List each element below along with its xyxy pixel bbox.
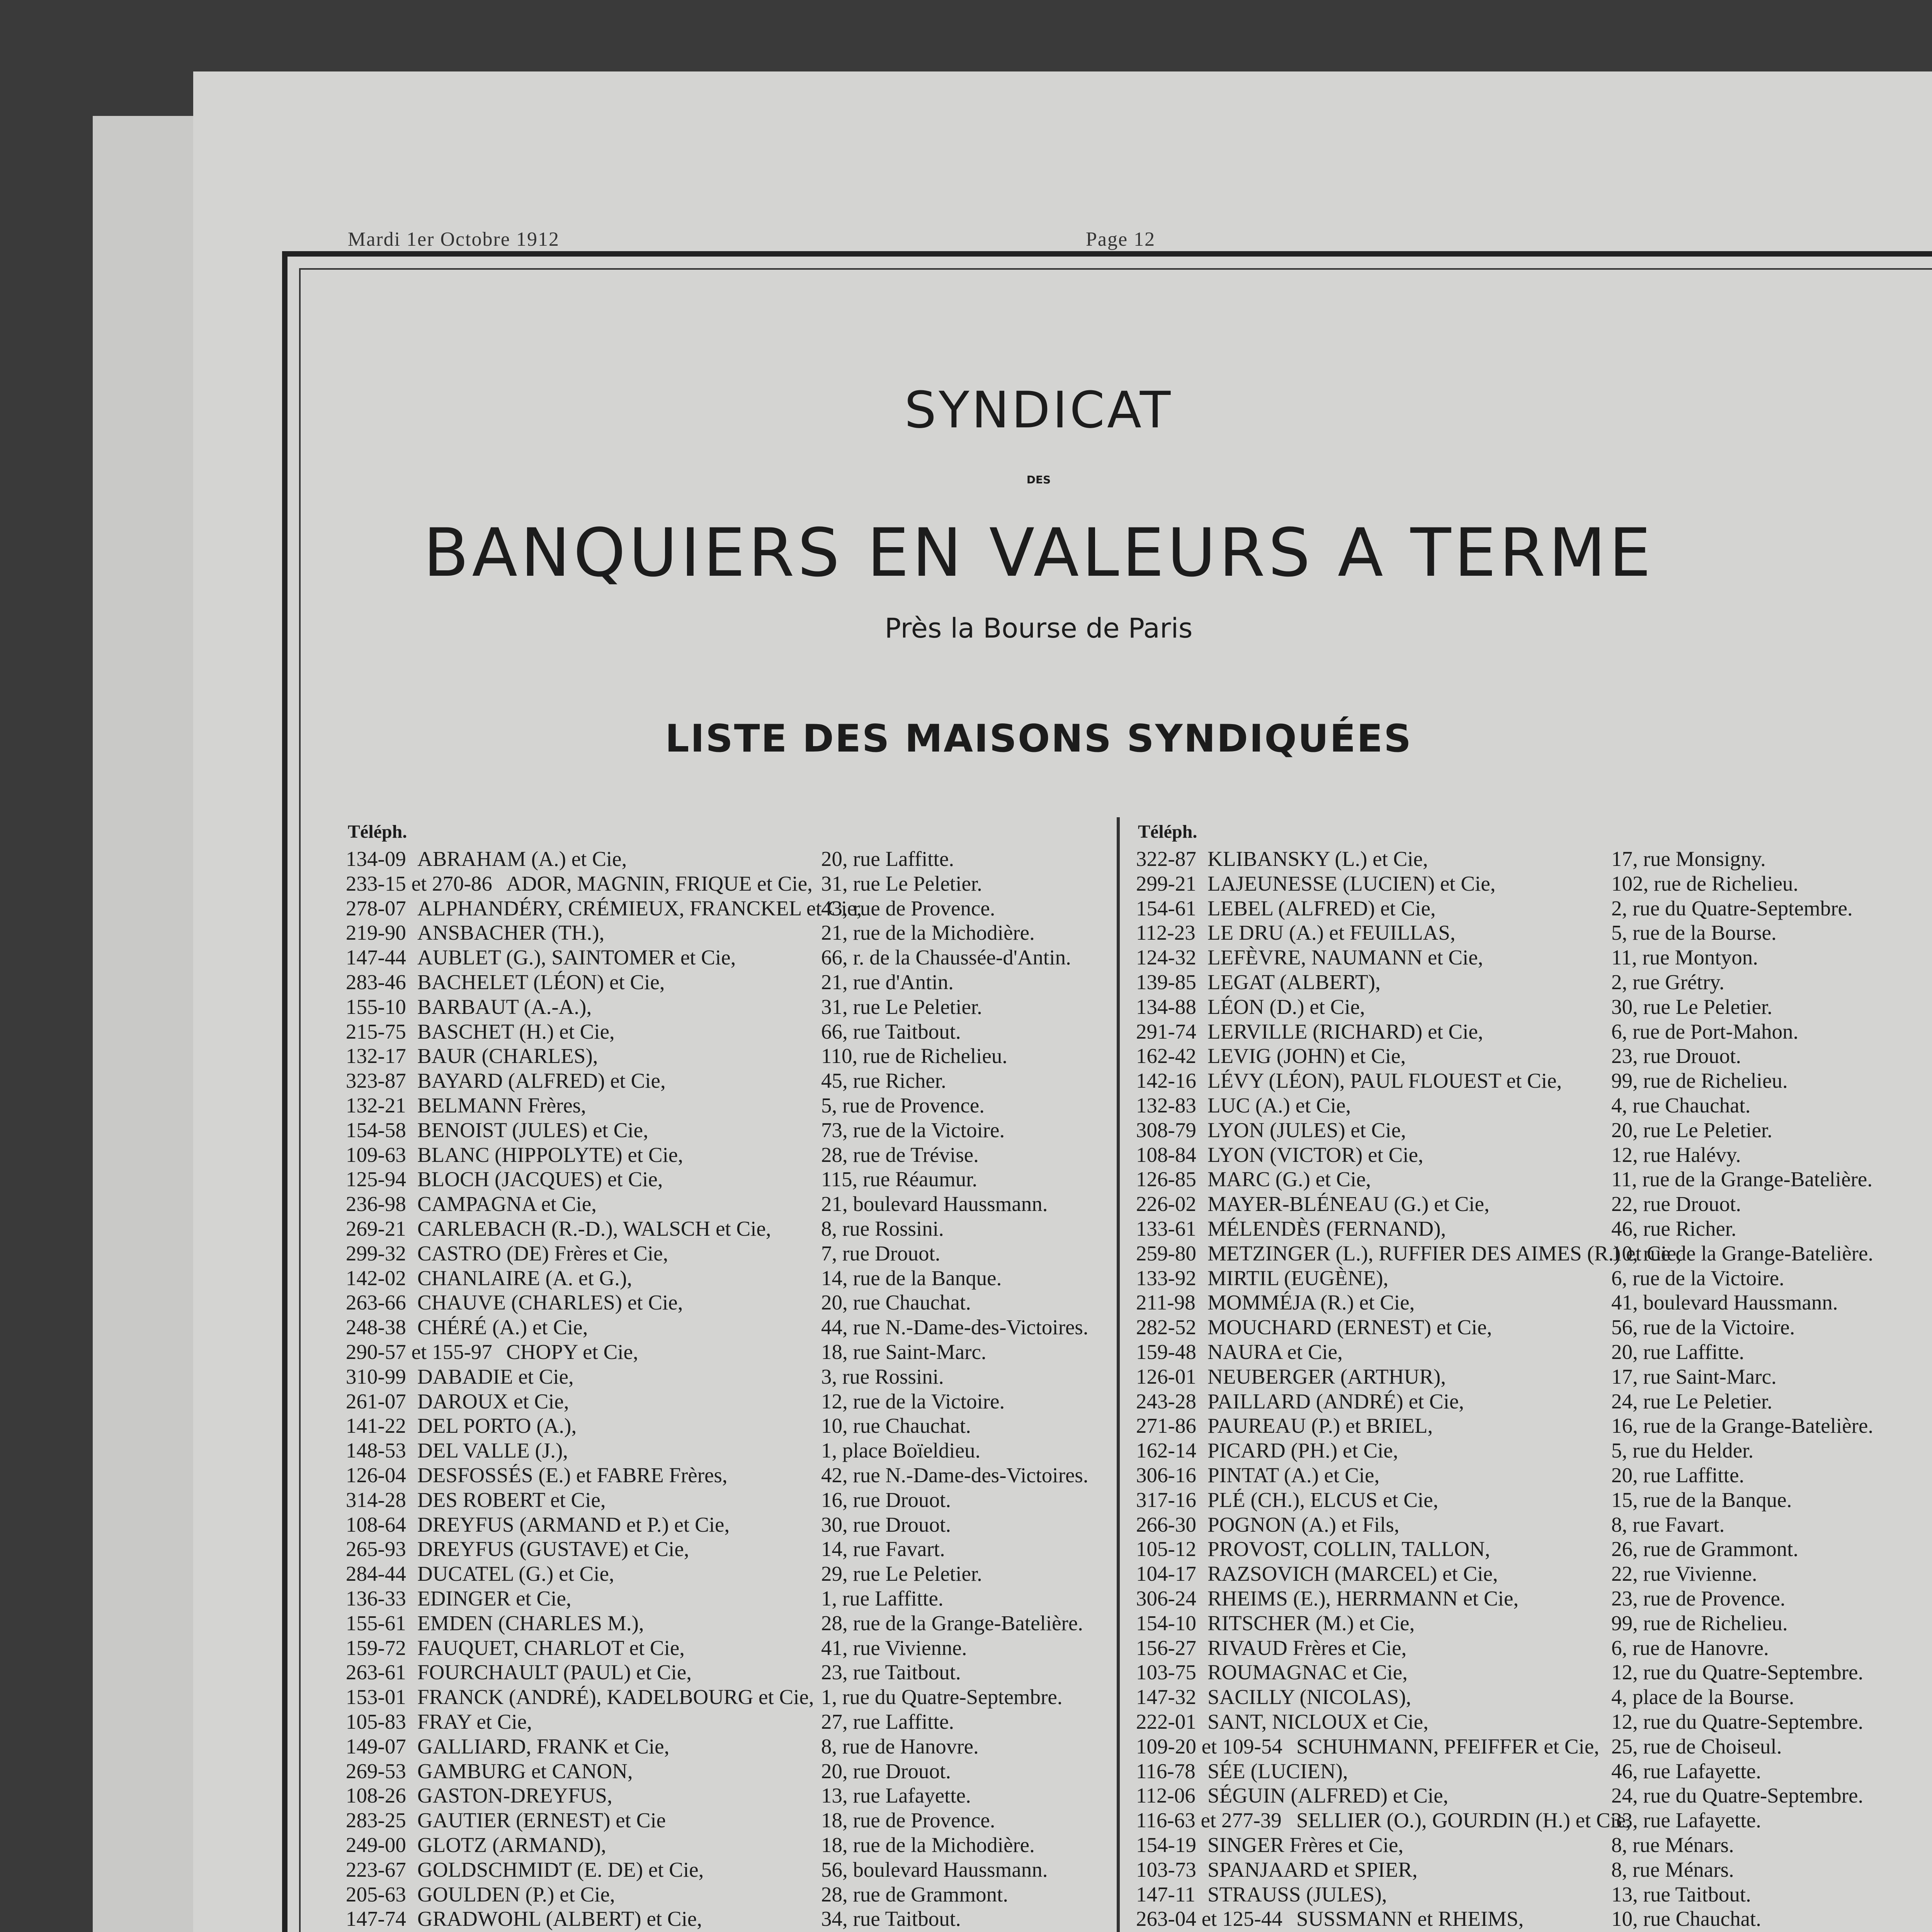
entry-telephone: 308-79 <box>1136 1118 1196 1142</box>
entry-address: 21, boulevard Haussmann. <box>821 1192 1048 1216</box>
entry-telephone: 215-75 <box>346 1020 406 1043</box>
entry-address: 66, r. de la Chaussée-d'Antin. <box>821 946 1071 969</box>
entry-telephone: 153-01 <box>346 1685 406 1709</box>
entry-address: 3, rue Rossini. <box>821 1365 944 1388</box>
entry-address: 22, rue Drouot. <box>1611 1192 1742 1216</box>
entry-name: PICARD (PH.) et Cie, <box>1208 1439 1398 1462</box>
entry-name: RHEIMS (E.), HERRMANN et Cie, <box>1208 1587 1519 1610</box>
entry-address: 73, rue de la Victoire. <box>821 1118 1005 1142</box>
entry-name: SÉGUIN (ALFRED) et Cie, <box>1208 1784 1449 1807</box>
header-date: Mardi 1er Octobre 1912 <box>348 228 560 250</box>
entry-name: LEBEL (ALFRED) et Cie, <box>1208 896 1436 920</box>
entry-name: NAURA et Cie, <box>1208 1340 1343 1364</box>
entry-telephone: 249-00 <box>346 1833 406 1857</box>
entry-address: 18, rue de la Michodière. <box>821 1833 1035 1857</box>
entry-address: 8, rue Rossini. <box>821 1217 944 1240</box>
title-liste: LISTE DES MAISONS SYNDIQUÉES <box>665 717 1412 761</box>
entry-name: LEFÈVRE, NAUMANN et Cie, <box>1208 946 1483 969</box>
entry-telephone: 147-32 <box>1136 1685 1196 1709</box>
entry-name: CHANLAIRE (A. et G.), <box>417 1266 633 1290</box>
entry-address: 17, rue Saint-Marc. <box>1611 1365 1777 1388</box>
entry-name: LE DRU (A.) et FEUILLAS, <box>1208 921 1456 944</box>
entry-address: 20, rue Laffitte. <box>821 847 954 871</box>
entry-address: 56, rue de la Victoire. <box>1611 1315 1795 1339</box>
entry-address: 11, rue Montyon. <box>1611 946 1758 969</box>
entry-address: 12, rue du Quatre-Septembre. <box>1611 1710 1864 1733</box>
entry-name: DABADIE et Cie, <box>417 1365 574 1388</box>
entry-address: 20, rue Laffitte. <box>1611 1340 1745 1364</box>
entry-address: 6, rue de la Victoire. <box>1611 1266 1784 1290</box>
entry-address: 56, boulevard Haussmann. <box>821 1858 1048 1881</box>
entry-address: 42, rue N.-Dame-des-Victoires. <box>821 1463 1088 1487</box>
entry-name: ANSBACHER (TH.), <box>417 921 605 944</box>
entry-telephone: 291-74 <box>1136 1020 1196 1043</box>
entry-address: 16, rue de la Grange-Batelière. <box>1611 1414 1873 1437</box>
entry-name: BASCHET (H.) et Cie, <box>417 1020 615 1043</box>
entry-telephone: 261-07 <box>346 1389 406 1413</box>
entry-address: 31, rue Le Peletier. <box>821 995 982 1019</box>
entry-telephone: 103-75 <box>1136 1660 1196 1684</box>
entry-name: DEL VALLE (J.), <box>417 1439 568 1462</box>
entry-telephone: 299-21 <box>1136 872 1196 895</box>
entry-telephone: 109-63 <box>346 1143 406 1167</box>
entry-telephone: 219-90 <box>346 921 406 944</box>
entry-name: RIVAUD Frères et Cie, <box>1208 1636 1407 1660</box>
entry-name: CASTRO (DE) Frères et Cie, <box>417 1242 668 1265</box>
entry-telephone: 155-61 <box>346 1611 406 1635</box>
entry-name: LEGAT (ALBERT), <box>1208 970 1381 994</box>
entry-name: PLÉ (CH.), ELCUS et Cie, <box>1208 1488 1439 1512</box>
entry-telephone: 133-61 <box>1136 1217 1196 1240</box>
entry-name: BLANC (HIPPOLYTE) et Cie, <box>417 1143 684 1167</box>
title-des: DES <box>1026 473 1051 486</box>
entry-telephone: 154-19 <box>1136 1833 1196 1857</box>
entry-telephone: 269-53 <box>346 1759 406 1783</box>
entry-name: GOLDSCHMIDT (E. DE) et Cie, <box>417 1858 704 1881</box>
entry-name: ADOR, MAGNIN, FRIQUE et Cie, <box>506 872 813 895</box>
entry-telephone: 243-28 <box>1136 1389 1196 1413</box>
entry-address: 20, rue Le Peletier. <box>1611 1118 1772 1142</box>
entry-telephone: 226-02 <box>1136 1192 1196 1216</box>
entry-address: 12, rue Halévy. <box>1611 1143 1741 1167</box>
entry-telephone: 306-16 <box>1136 1463 1196 1487</box>
entry-address: 14, rue de la Banque. <box>821 1266 1002 1290</box>
entry-name: POGNON (A.) et Fils, <box>1208 1513 1400 1536</box>
entry-name: LERVILLE (RICHARD) et Cie, <box>1208 1020 1483 1043</box>
entry-telephone: 271-86 <box>1136 1414 1196 1437</box>
entry-address: 8, rue de Hanovre. <box>821 1735 979 1758</box>
entry-telephone: 109-20 et 109-54 <box>1136 1735 1282 1758</box>
entry-name: LAJEUNESSE (LUCIEN) et Cie, <box>1208 872 1496 895</box>
entry-name: CAMPAGNA et Cie, <box>417 1192 597 1216</box>
entry-telephone: 266-30 <box>1136 1513 1196 1536</box>
entry-name: GLOTZ (ARMAND), <box>417 1833 606 1857</box>
entry-name: DREYFUS (ARMAND et P.) et Cie, <box>417 1513 730 1536</box>
entry-name: BAUR (CHARLES), <box>417 1044 598 1068</box>
title-syndicat: SYNDICAT <box>904 381 1173 439</box>
entry-name: FOURCHAULT (PAUL) et Cie, <box>417 1660 692 1684</box>
entry-name: GALLIARD, FRANK et Cie, <box>417 1735 670 1758</box>
entry-telephone: 156-27 <box>1136 1636 1196 1660</box>
teleph-label-right: Téléph. <box>1138 821 1197 842</box>
entry-address: 8, rue Ménars. <box>1611 1833 1734 1857</box>
entry-telephone: 132-21 <box>346 1094 406 1117</box>
header-page: Page 12 <box>1086 228 1156 250</box>
entry-address: 23, rue Taitbout. <box>821 1660 961 1684</box>
entry-name: SÉE (LUCIEN), <box>1208 1759 1348 1783</box>
entry-name: BARBAUT (A.-A.), <box>417 995 592 1019</box>
entry-telephone: 154-10 <box>1136 1611 1196 1635</box>
entry-name: DES ROBERT et Cie, <box>417 1488 606 1512</box>
entry-telephone: 283-46 <box>346 970 406 994</box>
entry-name: ABRAHAM (A.) et Cie, <box>417 847 627 871</box>
entry-name: METZINGER (L.), RUFFIER DES AIMES (R.) et Cie, <box>1208 1242 1682 1265</box>
entry-address: 5, rue de la Bourse. <box>1611 921 1777 944</box>
entry-address: 45, rue Richer. <box>821 1069 946 1092</box>
entry-address: 1, rue Laffitte. <box>821 1587 944 1610</box>
entry-telephone: 134-88 <box>1136 995 1196 1019</box>
entry-telephone: 132-83 <box>1136 1094 1196 1117</box>
entry-telephone: 105-12 <box>1136 1537 1196 1561</box>
entry-address: 2, rue du Quatre-Septembre. <box>1611 896 1853 920</box>
entry-telephone: 133-92 <box>1136 1266 1196 1290</box>
entry-name: BELMANN Frères, <box>417 1094 586 1117</box>
entry-address: 10, rue de la Grange-Batelière. <box>1611 1242 1873 1265</box>
entry-name: LEVIG (JOHN) et Cie, <box>1208 1044 1406 1068</box>
entry-address: 18, rue Saint-Marc. <box>821 1340 986 1364</box>
entry-name: EMDEN (CHARLES M.), <box>417 1611 644 1635</box>
entry-address: 110, rue de Richelieu. <box>821 1044 1008 1068</box>
entry-telephone: 126-01 <box>1136 1365 1196 1388</box>
entry-address: 24, rue du Quatre-Septembre. <box>1611 1784 1864 1807</box>
entry-telephone: 124-32 <box>1136 946 1196 969</box>
entry-address: 6, rue de Port-Mahon. <box>1611 1020 1799 1043</box>
entry-telephone: 136-33 <box>346 1587 406 1610</box>
entry-address: 23, rue Drouot. <box>1611 1044 1742 1068</box>
entry-address: 20, rue Drouot. <box>821 1759 951 1783</box>
entry-address: 30, rue Le Peletier. <box>1611 995 1772 1019</box>
entry-telephone: 317-16 <box>1136 1488 1196 1512</box>
entry-telephone: 108-84 <box>1136 1143 1196 1167</box>
entry-address: 15, rue de la Banque. <box>1611 1488 1792 1512</box>
entry-telephone: 306-24 <box>1136 1587 1196 1610</box>
entry-telephone: 139-85 <box>1136 970 1196 994</box>
entry-address: 1, rue du Quatre-Septembre. <box>821 1685 1063 1709</box>
entry-address: 99, rue de Richelieu. <box>1611 1611 1788 1635</box>
entry-address: 17, rue Monsigny. <box>1611 847 1766 871</box>
entry-telephone: 282-52 <box>1136 1315 1196 1339</box>
entry-name: LÉVY (LÉON), PAUL FLOUEST et Cie, <box>1208 1069 1562 1092</box>
entry-address: 27, rue Laffitte. <box>821 1710 954 1733</box>
entry-name: CHAUVE (CHARLES) et Cie, <box>417 1291 683 1314</box>
entry-address: 28, rue de la Grange-Batelière. <box>821 1611 1083 1635</box>
entry-name: GRADWOHL (ALBERT) et Cie, <box>417 1907 702 1930</box>
entry-name: NEUBERGER (ARTHUR), <box>1208 1365 1446 1388</box>
entry-telephone: 248-38 <box>346 1315 406 1339</box>
entry-name: FRANCK (ANDRÉ), KADELBOURG et Cie, <box>417 1685 814 1709</box>
entry-telephone: 205-63 <box>346 1883 406 1906</box>
entry-telephone: 141-22 <box>346 1414 406 1437</box>
entry-address: 46, rue Richer. <box>1611 1217 1736 1240</box>
entry-telephone: 134-09 <box>346 847 406 871</box>
entry-address: 1, place Boïeldieu. <box>821 1439 981 1462</box>
entry-telephone: 211-98 <box>1136 1291 1196 1314</box>
entry-address: 99, rue de Richelieu. <box>1611 1069 1788 1092</box>
entry-telephone: 283-25 <box>346 1808 406 1832</box>
entry-name: SCHUHMANN, PFEIFFER et Cie, <box>1296 1735 1599 1758</box>
entry-address: 102, rue de Richelieu. <box>1611 872 1799 895</box>
entry-telephone: 222-01 <box>1136 1710 1196 1733</box>
entry-telephone: 263-61 <box>346 1660 406 1684</box>
entry-name: CARLEBACH (R.-D.), WALSCH et Cie, <box>417 1217 771 1240</box>
entry-name: LUC (A.) et Cie, <box>1208 1094 1351 1117</box>
entry-name: MOUCHARD (ERNEST) et Cie, <box>1208 1315 1492 1339</box>
entry-telephone: 116-78 <box>1136 1759 1196 1783</box>
entry-address: 4, rue Chauchat. <box>1611 1094 1751 1117</box>
entry-telephone: 162-42 <box>1136 1044 1196 1068</box>
entry-telephone: 322-87 <box>1136 847 1196 871</box>
entry-address: 25, rue de Choiseul. <box>1611 1735 1782 1758</box>
entry-name: SACILLY (NICOLAS), <box>1208 1685 1412 1709</box>
entry-address: 10, rue Chauchat. <box>1611 1907 1761 1930</box>
entry-name: DREYFUS (GUSTAVE) et Cie, <box>417 1537 689 1561</box>
entry-telephone: 147-74 <box>346 1907 406 1930</box>
entry-name: ROUMAGNAC et Cie, <box>1208 1660 1408 1684</box>
column-divider <box>1117 817 1120 1932</box>
entry-telephone: 105-83 <box>346 1710 406 1733</box>
entry-telephone: 269-21 <box>346 1217 406 1240</box>
title-pres-bourse: Près la Bourse de Paris <box>884 612 1193 644</box>
entry-telephone: 265-93 <box>346 1537 406 1561</box>
entry-name: PINTAT (A.) et Cie, <box>1208 1463 1380 1487</box>
entry-address: 13, rue Lafayette. <box>821 1784 971 1807</box>
entry-address: 21, rue d'Antin. <box>821 970 954 994</box>
entry-name: BLOCH (JACQUES) et Cie, <box>417 1167 663 1191</box>
entry-address: 5, rue du Helder. <box>1611 1439 1754 1462</box>
entry-name: RITSCHER (M.) et Cie, <box>1208 1611 1415 1635</box>
entry-address: 29, rue Le Peletier. <box>821 1562 982 1585</box>
entry-name: GAMBURG et CANON, <box>417 1759 633 1783</box>
entry-address: 12, rue du Quatre-Septembre. <box>1611 1660 1864 1684</box>
entry-telephone: 290-57 et 155-97 <box>346 1340 492 1364</box>
entry-telephone: 263-66 <box>346 1291 406 1314</box>
entry-telephone: 155-10 <box>346 995 406 1019</box>
entry-name: SANT, NICLOUX et Cie, <box>1208 1710 1429 1733</box>
entry-telephone: 142-02 <box>346 1266 406 1290</box>
entry-address: 8, rue Favart. <box>1611 1513 1725 1536</box>
entry-name: DEL PORTO (A.), <box>417 1414 577 1437</box>
entry-address: 22, rue Vivienne. <box>1611 1562 1757 1585</box>
entry-address: 24, rue Le Peletier. <box>1611 1389 1772 1413</box>
title-banquiers: BANQUIERS EN VALEURS A TERME <box>423 514 1654 592</box>
entry-name: BENOIST (JULES) et Cie, <box>417 1118 648 1142</box>
entry-name: MÉLENDÈS (FERNAND), <box>1208 1217 1446 1240</box>
entry-telephone: 103-73 <box>1136 1858 1196 1881</box>
entry-name: LYON (VICTOR) et Cie, <box>1208 1143 1423 1167</box>
entry-telephone: 108-64 <box>346 1513 406 1536</box>
entry-name: GAUTIER (ERNEST) et Cie <box>417 1808 666 1832</box>
entry-address: 8, rue Ménars. <box>1611 1858 1734 1881</box>
entry-name: BACHELET (LÉON) et Cie, <box>417 970 665 994</box>
entry-name: MARC (G.) et Cie, <box>1208 1167 1371 1191</box>
entry-telephone: 159-48 <box>1136 1340 1196 1364</box>
entry-telephone: 125-94 <box>346 1167 406 1191</box>
entry-name: MOMMÉJA (R.) et Cie, <box>1208 1291 1415 1314</box>
entry-address: 46, rue Lafayette. <box>1611 1759 1761 1783</box>
entry-name: STRAUSS (JULES), <box>1208 1883 1387 1906</box>
entry-name: LÉON (D.) et Cie, <box>1208 995 1365 1019</box>
entry-name: MIRTIL (EUGÈNE), <box>1208 1266 1389 1290</box>
entry-name: BAYARD (ALFRED) et Cie, <box>417 1069 666 1092</box>
entry-address: 43, rue de Provence. <box>821 896 995 920</box>
entry-address: 18, rue de Provence. <box>821 1808 995 1832</box>
entry-address: 41, boulevard Haussmann. <box>1611 1291 1838 1314</box>
entry-address: 20, rue Laffitte. <box>1611 1463 1745 1487</box>
teleph-label-left: Téléph. <box>348 821 407 842</box>
entry-name: SINGER Frères et Cie, <box>1208 1833 1404 1857</box>
entry-telephone: 284-44 <box>346 1562 406 1585</box>
entry-address: 20, rue Chauchat. <box>821 1291 971 1314</box>
entry-name: DESFOSSÉS (E.) et FABRE Frères, <box>417 1463 728 1487</box>
entry-name: RAZSOVICH (MARCEL) et Cie, <box>1208 1562 1498 1585</box>
entry-name: CHOPY et Cie, <box>506 1340 638 1364</box>
entry-name: PROVOST, COLLIN, TALLON, <box>1208 1537 1490 1561</box>
entry-telephone: 154-61 <box>1136 896 1196 920</box>
entry-address: 4, place de la Bourse. <box>1611 1685 1794 1709</box>
entry-telephone: 314-28 <box>346 1488 406 1512</box>
entry-telephone: 126-04 <box>346 1463 406 1487</box>
entry-telephone: 278-07 <box>346 896 406 920</box>
entry-name: EDINGER et Cie, <box>417 1587 571 1610</box>
entry-telephone: 142-16 <box>1136 1069 1196 1092</box>
entry-address: 13, rue Taitbout. <box>1611 1883 1751 1906</box>
entry-telephone: 236-98 <box>346 1192 406 1216</box>
entry-address: 41, rue Vivienne. <box>821 1636 967 1660</box>
entry-name: DUCATEL (G.) et Cie, <box>417 1562 614 1585</box>
entry-telephone: 263-04 et 125-44 <box>1136 1907 1282 1930</box>
entry-address: 34, rue Taitbout. <box>821 1907 961 1930</box>
entry-address: 28, rue de Trévise. <box>821 1143 979 1167</box>
entry-telephone: 149-07 <box>346 1735 406 1758</box>
entry-telephone: 323-87 <box>346 1069 406 1092</box>
entry-address: 66, rue Taitbout. <box>821 1020 961 1043</box>
entry-name: DAROUX et Cie, <box>417 1389 569 1413</box>
entry-telephone: 147-44 <box>346 946 406 969</box>
entry-address: 28, rue de Grammont. <box>821 1883 1009 1906</box>
entry-name: SPANJAARD et SPIER, <box>1208 1858 1418 1881</box>
entry-telephone: 154-58 <box>346 1118 406 1142</box>
entry-name: AUBLET (G.), SAINTOMER et Cie, <box>417 946 736 969</box>
entry-name: MAYER-BLÉNEAU (G.) et Cie, <box>1208 1192 1490 1216</box>
entry-address: 115, rue Réaumur. <box>821 1167 978 1191</box>
entry-name: SELLIER (O.), GOURDIN (H.) et Cie, <box>1296 1808 1631 1832</box>
entry-address: 31, rue Le Peletier. <box>821 872 982 895</box>
entry-name: KLIBANSKY (L.) et Cie, <box>1208 847 1428 871</box>
entry-address: 6, rue de Hanovre. <box>1611 1636 1769 1660</box>
entry-telephone: 159-72 <box>346 1636 406 1660</box>
entry-name: ALPHANDÉRY, CRÉMIEUX, FRANCKEL et Cie, <box>417 896 862 920</box>
entry-address: 26, rue de Grammont. <box>1611 1537 1799 1561</box>
entry-address: 14, rue Favart. <box>821 1537 945 1561</box>
entry-address: 12, rue de la Victoire. <box>821 1389 1005 1413</box>
entry-telephone: 112-06 <box>1136 1784 1196 1807</box>
entry-name: GASTON-DREYFUS, <box>417 1784 612 1807</box>
entry-name: PAILLARD (ANDRÉ) et Cie, <box>1208 1389 1464 1413</box>
entry-address: 10, rue Chauchat. <box>821 1414 971 1437</box>
entry-telephone: 108-26 <box>346 1784 406 1807</box>
entry-name: LYON (JULES) et Cie, <box>1208 1118 1406 1142</box>
entry-address: 2, rue Grétry. <box>1611 970 1725 994</box>
entry-telephone: 223-67 <box>346 1858 406 1881</box>
entry-telephone: 162-14 <box>1136 1439 1196 1462</box>
entry-telephone: 310-99 <box>346 1365 406 1388</box>
entry-name: CHÉRÉ (A.) et Cie, <box>417 1315 588 1339</box>
entry-name: PAUREAU (P.) et BRIEL, <box>1208 1414 1433 1437</box>
entry-name: FRAY et Cie, <box>417 1710 532 1733</box>
entry-telephone: 148-53 <box>346 1439 406 1462</box>
entry-name: FAUQUET, CHARLOT et Cie, <box>417 1636 685 1660</box>
entry-telephone: 112-23 <box>1136 921 1196 944</box>
entry-telephone: 147-11 <box>1136 1883 1196 1906</box>
entry-address: 21, rue de la Michodière. <box>821 921 1035 944</box>
entry-telephone: 104-17 <box>1136 1562 1196 1585</box>
entry-address: 33, rue Lafayette. <box>1611 1808 1761 1832</box>
entry-address: 7, rue Drouot. <box>821 1242 940 1265</box>
entry-telephone: 233-15 et 270-86 <box>346 872 492 895</box>
entry-telephone: 116-63 et 277-39 <box>1136 1808 1282 1832</box>
entry-telephone: 126-85 <box>1136 1167 1196 1191</box>
entry-telephone: 259-80 <box>1136 1242 1196 1265</box>
entry-address: 16, rue Drouot. <box>821 1488 951 1512</box>
entry-address: 23, rue de Provence. <box>1611 1587 1786 1610</box>
entry-address: 11, rue de la Grange-Batelière. <box>1611 1167 1872 1191</box>
entry-address: 30, rue Drouot. <box>821 1513 951 1536</box>
entry-address: 44, rue N.-Dame-des-Victoires. <box>821 1315 1088 1339</box>
entry-telephone: 299-32 <box>346 1242 406 1265</box>
entry-name: SUSSMANN et RHEIMS, <box>1296 1907 1524 1930</box>
entry-telephone: 132-17 <box>346 1044 406 1068</box>
entry-address: 5, rue de Provence. <box>821 1094 985 1117</box>
entry-name: GOULDEN (P.) et Cie, <box>417 1883 615 1906</box>
